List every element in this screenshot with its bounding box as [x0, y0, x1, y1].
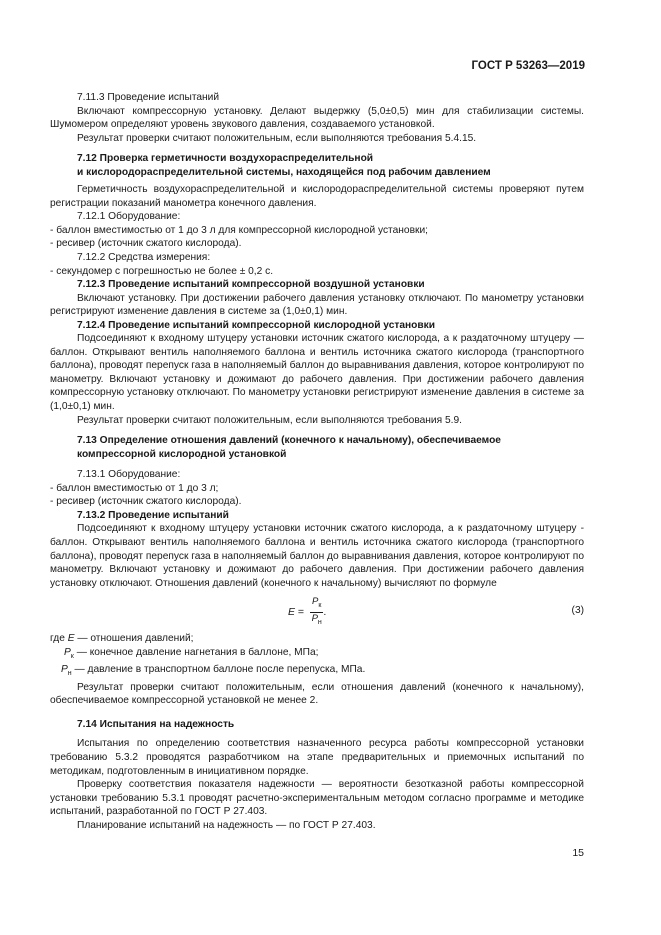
section-title-7-12-line1: 7.12 Проверка герметичности воздухораспределительной — [77, 153, 374, 165]
subsection-heading: 7.12.3 Проведение испытаний компрессорной воздушной установки — [77, 279, 425, 291]
paragraph: Включают установку. При достижении рабочего давления установку отключают. По манометру установки регистрируют изменение давления в системе за (1,0±0,1) мин. — [50, 292, 584, 318]
page-number: 15 — [572, 847, 584, 859]
paragraph: Проверку соответствия показателя надежности — вероятности безотказной работы компрессорной установки требованию 5.3.1 проводят расчетно-экспериментальным методом согласно программе и методике испытаний, разработанной по ГОСТ Р 27.403. — [50, 779, 584, 818]
paragraph: Результат проверки считают положительным, если отношения давлений (конечного к начальному), обеспечиваемое компрессорной установкой не менее 2. — [50, 681, 584, 707]
subsection-heading: 7.13.2 Проведение испытаний — [77, 509, 229, 521]
paragraph: Герметичность воздухораспределительной и кислородораспределительной системы проверяют путем регистрации показаний манометра конечного давления. — [50, 184, 584, 209]
subsection-heading: 7.12.4 Проведение испытаний компрессорной кислородной установки — [77, 319, 436, 331]
subsection-title: 7.12.2 Средства измерения: — [77, 252, 211, 264]
list-item: - баллон вместимостью от 1 до 3 л; — [50, 482, 219, 494]
list-item: - ресивер (источник сжатого кислорода). — [50, 496, 242, 508]
section-title-7-14: 7.14 Испытания на надежность — [77, 718, 235, 730]
paragraph: Планирование испытаний на надежность — по ГОСТ Р 27.403. — [77, 819, 376, 831]
formula-3 — [50, 596, 584, 628]
list-item: - ресивер (источник сжатого кислорода). — [50, 238, 242, 250]
standard-header: ГОСТ Р 53263—2019 — [471, 60, 585, 72]
subsection-title: 7.13.1 Оборудование: — [77, 469, 181, 481]
list-item: - секундомер с погрешностью не более ± 0,2 с. — [50, 265, 274, 277]
legend-line-pn: $P_н$ — давление в транспортном баллоне после перепуска, МПа. — [61, 664, 366, 678]
paragraph: Подсоединяют к входному штуцеру установки источник сжатого кислорода, а к раздаточному штуцеру — баллон. Открывают вентиль наполняемого баллона и вентиль источника сжатого кислорода (транспортного баллона), проводят перепуск газа в наполняемый баллон до выравнивания давления, которое контролируют по манометру. Включают установку и дожимают до рабочего давления. При достижении рабочего давления компрессорную установку отключают. По манометру установки регистрируют изменение давления в системе за (1,0±0,1) мин. — [50, 333, 584, 413]
document-body — [50, 91, 584, 832]
formula-fraction — [310, 596, 323, 629]
section-title-7-12-line2: и кислородораспределительной системы, находящейся под рабочим давлением — [77, 166, 491, 178]
formula-eq: = — [295, 606, 307, 619]
legend-line-e: где E — отношения давлений; — [50, 633, 194, 645]
formula-number: (3) — [571, 605, 584, 617]
paragraph: Результат проверки считают положительным, если выполняются требования 5.9. — [77, 414, 462, 426]
paragraph: Подсоединяют к входному штуцеру установки источник сжатого кислорода, а к раздаточному штуцеру - баллон. Открывают вентиль наполняемого баллона и вентиль источника сжатого кислорода (транспортного баллона), проводят перепуск газа в наполняемый баллон до выравнивания давления, которое контролируют по манометру. Включают установку и дожимают до рабочего давления. При достижении рабочего давления установку отключают. Отношения давлений (конечного к начальному) вычисляют по формуле — [50, 523, 584, 589]
paragraph: Результат проверки считают положительным, если выполняются требования 5.4.15. — [77, 132, 477, 144]
formula-denominator-sub: н — [317, 618, 322, 626]
legend-line-pk: $P_к$ — конечное давление нагнетания в баллоне, МПа; — [64, 646, 319, 660]
paragraph: Испытания по определению соответствия назначенного ресурса работы компрессорной установки требованию 5.3.2 проводятся разработчиком на этапе предварительных и приемочных испытаний по методикам, подготовленным в инициативном порядке. — [50, 738, 584, 777]
section-title-7-13-line2: компрессорной кислородной установкой — [77, 448, 287, 460]
formula-numerator: P — [311, 596, 319, 608]
formula-numerator-sub: к — [318, 602, 322, 610]
formula-lhs: E — [288, 606, 296, 619]
formula-legend — [50, 632, 584, 681]
subsection-title: 7.11.3 Проведение испытаний — [77, 92, 220, 103]
subsection-title: 7.12.1 Оборудование: — [77, 211, 181, 223]
paragraph: Включают компрессорную установку. Делают выдержку (5,0±0,5) мин для стабилизации системы. Шумомером определяют уровень звукового давления, создаваемого установкой. — [50, 105, 584, 131]
section-title-7-13-line1: 7.13 Определение отношения давлений (конечного к начальному), обеспечиваемое — [77, 435, 501, 447]
formula-denominator: P — [311, 613, 318, 625]
formula-tail: . — [323, 606, 327, 619]
list-item: - баллон вместимостью от 1 до 3 л для компрессорной кислородной установки; — [50, 224, 428, 236]
